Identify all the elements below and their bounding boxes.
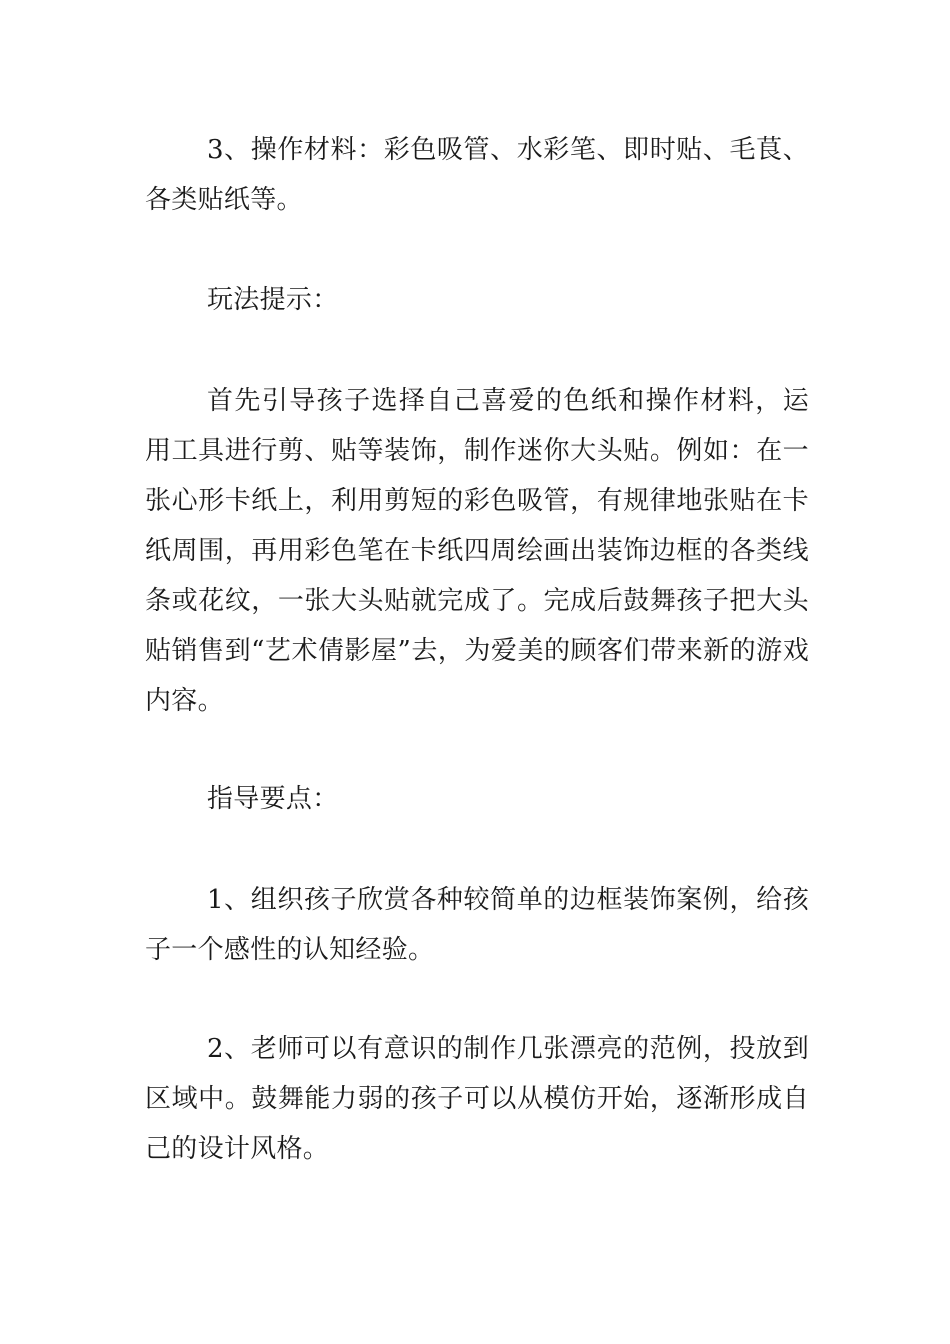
play-tips-heading: 玩法提示： (207, 285, 339, 315)
play-tips-paragraph: 首先引导孩子选择自己喜爱的色纸和操作材料，运用工具进行剪、贴等装饰，制作迷你大头贴。例如：在一张心形卡纸上，利用剪短的彩色吸管，有规律地张贴在卡纸周围，再用彩色笔在卡纸四周绘画出装饰边框的各类线条或花纹，一张大头贴就完成了。完成后鼓舞孩子把大头贴销售到“艺术倩影屋”去，为爱美的顾客们带来新的游戏内容。 (145, 386, 809, 716)
guidance-heading: 指导要点： (207, 784, 339, 814)
guidance-point-2: 2、老师可以有意识的制作几张漂亮的范例，投放到区域中。鼓舞能力弱的孩子可以从模仿开始，逐渐形成自己的设计风格。 (145, 1034, 809, 1164)
materials-paragraph: 3、操作材料：彩色吸管、水彩笔、即时贴、毛茛、各类贴纸等。 (145, 135, 809, 215)
guidance-point-1: 1、组织孩子欣赏各种较简单的边框装饰案例，给孩子一个感性的认知经验。 (145, 885, 809, 965)
